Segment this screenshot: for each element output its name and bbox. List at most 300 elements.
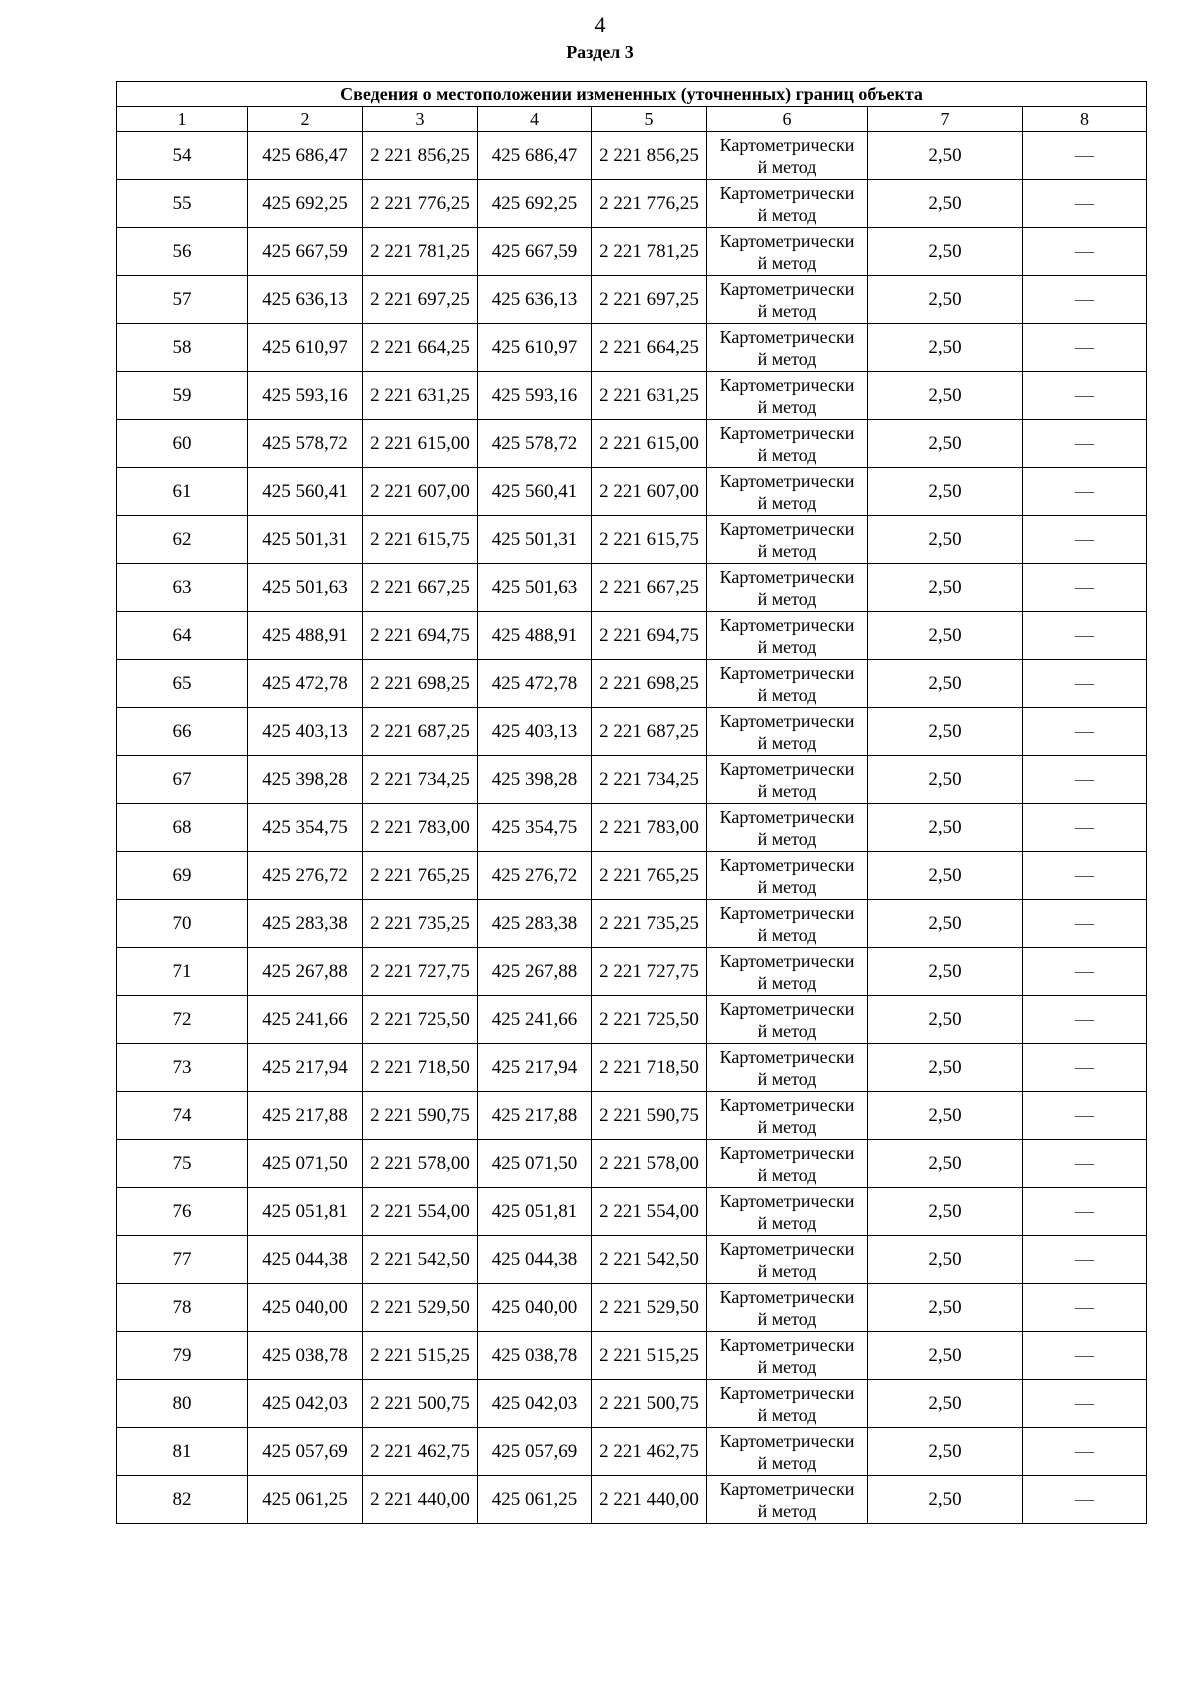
existing-x-cell: 425 051,81: [248, 1188, 363, 1236]
point-number-cell: 80: [117, 1380, 248, 1428]
existing-y-cell: 2 221 554,00: [363, 1188, 478, 1236]
method-cell: [707, 468, 868, 516]
accuracy-cell: 2,50: [868, 276, 1023, 324]
table-row: [117, 468, 1147, 516]
point-number-cell: 75: [117, 1140, 248, 1188]
method-line-2: й метод: [757, 1212, 817, 1233]
existing-y-cell: 2 221 734,25: [363, 756, 478, 804]
existing-x-cell: 425 217,88: [248, 1092, 363, 1140]
updated-y-cell: 2 221 615,00: [592, 420, 707, 468]
existing-x-cell: 425 686,47: [248, 132, 363, 180]
existing-y-cell: 2 221 500,75: [363, 1380, 478, 1428]
existing-x-cell: 425 472,78: [248, 660, 363, 708]
method-cell: [707, 1044, 868, 1092]
existing-x-cell: 425 501,31: [248, 516, 363, 564]
existing-y-cell: 2 221 687,25: [363, 708, 478, 756]
column-number-6: 6: [707, 107, 868, 132]
method-line-2: й метод: [757, 444, 817, 465]
updated-y-cell: 2 221 462,75: [592, 1428, 707, 1476]
method-line-1: Картометрически: [719, 1238, 855, 1259]
updated-y-cell: 2 221 500,75: [592, 1380, 707, 1428]
note-cell: —: [1023, 1332, 1147, 1380]
existing-y-cell: 2 221 698,25: [363, 660, 478, 708]
point-number-cell: 60: [117, 420, 248, 468]
note-cell: —: [1023, 1092, 1147, 1140]
note-cell: —: [1023, 1380, 1147, 1428]
method-line-1: Картометрически: [719, 998, 855, 1019]
existing-y-cell: 2 221 542,50: [363, 1236, 478, 1284]
point-number-cell: 64: [117, 612, 248, 660]
accuracy-cell: 2,50: [868, 420, 1023, 468]
method-line-2: й метод: [757, 540, 817, 561]
method-line-1: Картометрически: [719, 1190, 855, 1211]
table-row: [117, 804, 1147, 852]
method-line-2: й метод: [757, 732, 817, 753]
existing-y-cell: 2 221 615,75: [363, 516, 478, 564]
accuracy-cell: 2,50: [868, 1332, 1023, 1380]
method-cell: [707, 660, 868, 708]
table-row: [117, 420, 1147, 468]
method-line-2: й метод: [757, 828, 817, 849]
existing-x-cell: 425 267,88: [248, 948, 363, 996]
existing-y-cell: 2 221 515,25: [363, 1332, 478, 1380]
updated-y-cell: 2 221 631,25: [592, 372, 707, 420]
table-row: [117, 996, 1147, 1044]
updated-y-cell: 2 221 734,25: [592, 756, 707, 804]
existing-y-cell: 2 221 727,75: [363, 948, 478, 996]
note-cell: —: [1023, 948, 1147, 996]
point-number-cell: 62: [117, 516, 248, 564]
method-line-2: й метод: [757, 1164, 817, 1185]
updated-y-cell: 2 221 554,00: [592, 1188, 707, 1236]
updated-y-cell: 2 221 718,50: [592, 1044, 707, 1092]
existing-x-cell: 425 560,41: [248, 468, 363, 516]
table-row: [117, 948, 1147, 996]
point-number-cell: 67: [117, 756, 248, 804]
note-cell: —: [1023, 1044, 1147, 1092]
note-cell: —: [1023, 180, 1147, 228]
method-line-1: Картометрически: [719, 470, 855, 491]
existing-y-cell: 2 221 694,75: [363, 612, 478, 660]
method-line-2: й метод: [757, 1068, 817, 1089]
table-row: [117, 1476, 1147, 1524]
point-number-cell: 57: [117, 276, 248, 324]
existing-x-cell: 425 044,38: [248, 1236, 363, 1284]
point-number-cell: 63: [117, 564, 248, 612]
existing-x-cell: 425 283,38: [248, 900, 363, 948]
method-cell: [707, 1236, 868, 1284]
point-number-cell: 66: [117, 708, 248, 756]
existing-y-cell: 2 221 667,25: [363, 564, 478, 612]
method-line-1: Картометрически: [719, 1142, 855, 1163]
method-line-1: Картометрически: [719, 758, 855, 779]
point-number-cell: 81: [117, 1428, 248, 1476]
point-number-cell: 77: [117, 1236, 248, 1284]
existing-x-cell: 425 593,16: [248, 372, 363, 420]
updated-y-cell: 2 221 590,75: [592, 1092, 707, 1140]
method-cell: [707, 708, 868, 756]
table-row: [117, 1236, 1147, 1284]
method-line-2: й метод: [757, 780, 817, 801]
method-cell: [707, 1476, 868, 1524]
method-cell: [707, 900, 868, 948]
method-line-2: й метод: [757, 396, 817, 417]
method-line-1: Картометрически: [719, 566, 855, 587]
accuracy-cell: 2,50: [868, 804, 1023, 852]
existing-x-cell: 425 398,28: [248, 756, 363, 804]
note-cell: —: [1023, 516, 1147, 564]
existing-x-cell: 425 692,25: [248, 180, 363, 228]
table-row: [117, 564, 1147, 612]
method-cell: [707, 756, 868, 804]
updated-x-cell: 425 051,81: [478, 1188, 592, 1236]
method-line-2: й метод: [757, 156, 817, 177]
method-cell: [707, 1188, 868, 1236]
existing-x-cell: 425 501,63: [248, 564, 363, 612]
existing-y-cell: 2 221 590,75: [363, 1092, 478, 1140]
updated-x-cell: 425 038,78: [478, 1332, 592, 1380]
existing-x-cell: 425 071,50: [248, 1140, 363, 1188]
point-number-cell: 72: [117, 996, 248, 1044]
accuracy-cell: 2,50: [868, 132, 1023, 180]
updated-x-cell: 425 501,31: [478, 516, 592, 564]
note-cell: —: [1023, 1140, 1147, 1188]
column-number-3: 3: [363, 107, 478, 132]
updated-y-cell: 2 221 735,25: [592, 900, 707, 948]
updated-x-cell: 425 667,59: [478, 228, 592, 276]
table-row: [117, 660, 1147, 708]
point-number-cell: 79: [117, 1332, 248, 1380]
table-row: [117, 324, 1147, 372]
method-line-1: Картометрически: [719, 1430, 855, 1451]
accuracy-cell: 2,50: [868, 612, 1023, 660]
point-number-cell: 54: [117, 132, 248, 180]
existing-x-cell: 425 040,00: [248, 1284, 363, 1332]
updated-y-cell: 2 221 694,75: [592, 612, 707, 660]
existing-x-cell: 425 061,25: [248, 1476, 363, 1524]
accuracy-cell: 2,50: [868, 1428, 1023, 1476]
method-cell: [707, 852, 868, 900]
updated-x-cell: 425 578,72: [478, 420, 592, 468]
accuracy-cell: 2,50: [868, 996, 1023, 1044]
method-cell: [707, 516, 868, 564]
method-line-1: Картометрически: [719, 1334, 855, 1355]
existing-x-cell: 425 667,59: [248, 228, 363, 276]
accuracy-cell: 2,50: [868, 852, 1023, 900]
accuracy-cell: 2,50: [868, 948, 1023, 996]
method-cell: [707, 132, 868, 180]
accuracy-cell: 2,50: [868, 324, 1023, 372]
method-line-1: Картометрически: [719, 1046, 855, 1067]
column-number-4: 4: [478, 107, 592, 132]
table-row: [117, 1332, 1147, 1380]
updated-x-cell: 425 217,88: [478, 1092, 592, 1140]
updated-x-cell: 425 283,38: [478, 900, 592, 948]
note-cell: —: [1023, 132, 1147, 180]
accuracy-cell: 2,50: [868, 228, 1023, 276]
updated-x-cell: 425 593,16: [478, 372, 592, 420]
table-row: [117, 1284, 1147, 1332]
table-row: [117, 756, 1147, 804]
existing-y-cell: 2 221 631,25: [363, 372, 478, 420]
method-line-1: Картометрически: [719, 374, 855, 395]
method-cell: [707, 1380, 868, 1428]
page-number: 4: [594, 12, 606, 37]
column-number-7: 7: [868, 107, 1023, 132]
note-cell: —: [1023, 852, 1147, 900]
existing-y-cell: 2 221 664,25: [363, 324, 478, 372]
method-line-1: Картометрически: [719, 950, 855, 971]
column-number-2: 2: [248, 107, 363, 132]
note-cell: —: [1023, 228, 1147, 276]
existing-x-cell: 425 241,66: [248, 996, 363, 1044]
existing-y-cell: 2 221 776,25: [363, 180, 478, 228]
accuracy-cell: 2,50: [868, 1140, 1023, 1188]
updated-x-cell: 425 061,25: [478, 1476, 592, 1524]
existing-y-cell: 2 221 856,25: [363, 132, 478, 180]
table-row: [117, 1092, 1147, 1140]
note-cell: —: [1023, 1284, 1147, 1332]
column-number-8: 8: [1023, 107, 1147, 132]
method-line-1: Картометрически: [719, 1478, 855, 1499]
note-cell: —: [1023, 1476, 1147, 1524]
existing-y-cell: 2 221 783,00: [363, 804, 478, 852]
method-line-2: й метод: [757, 1116, 817, 1137]
method-cell: [707, 276, 868, 324]
updated-x-cell: 425 057,69: [478, 1428, 592, 1476]
updated-x-cell: 425 403,13: [478, 708, 592, 756]
updated-y-cell: 2 221 440,00: [592, 1476, 707, 1524]
existing-y-cell: 2 221 697,25: [363, 276, 478, 324]
existing-y-cell: 2 221 462,75: [363, 1428, 478, 1476]
updated-x-cell: 425 488,91: [478, 612, 592, 660]
point-number-cell: 70: [117, 900, 248, 948]
method-line-2: й метод: [757, 252, 817, 273]
column-number-1: 1: [117, 107, 248, 132]
accuracy-cell: 2,50: [868, 756, 1023, 804]
method-line-1: Картометрически: [719, 710, 855, 731]
table-row: [117, 132, 1147, 180]
table-row: [117, 1428, 1147, 1476]
updated-x-cell: 425 398,28: [478, 756, 592, 804]
method-line-2: й метод: [757, 204, 817, 225]
updated-y-cell: 2 221 615,75: [592, 516, 707, 564]
accuracy-cell: 2,50: [868, 1044, 1023, 1092]
method-line-2: й метод: [757, 300, 817, 321]
method-line-2: й метод: [757, 876, 817, 897]
updated-y-cell: 2 221 664,25: [592, 324, 707, 372]
method-cell: [707, 180, 868, 228]
accuracy-cell: 2,50: [868, 468, 1023, 516]
updated-x-cell: 425 241,66: [478, 996, 592, 1044]
existing-x-cell: 425 403,13: [248, 708, 363, 756]
updated-x-cell: 425 276,72: [478, 852, 592, 900]
method-cell: [707, 996, 868, 1044]
method-line-2: й метод: [757, 1308, 817, 1329]
table-row: [117, 1188, 1147, 1236]
existing-x-cell: 425 038,78: [248, 1332, 363, 1380]
point-number-cell: 59: [117, 372, 248, 420]
method-line-1: Картометрически: [719, 854, 855, 875]
point-number-cell: 71: [117, 948, 248, 996]
updated-y-cell: 2 221 667,25: [592, 564, 707, 612]
point-number-cell: 68: [117, 804, 248, 852]
existing-x-cell: 425 217,94: [248, 1044, 363, 1092]
updated-y-cell: 2 221 542,50: [592, 1236, 707, 1284]
method-cell: [707, 948, 868, 996]
point-number-cell: 58: [117, 324, 248, 372]
point-number-cell: 61: [117, 468, 248, 516]
updated-y-cell: 2 221 856,25: [592, 132, 707, 180]
method-line-1: Картометрически: [719, 1094, 855, 1115]
updated-x-cell: 425 692,25: [478, 180, 592, 228]
table-row: [117, 1380, 1147, 1428]
note-cell: —: [1023, 660, 1147, 708]
method-line-2: й метод: [757, 348, 817, 369]
existing-x-cell: 425 057,69: [248, 1428, 363, 1476]
note-cell: —: [1023, 1188, 1147, 1236]
point-number-cell: 78: [117, 1284, 248, 1332]
method-line-2: й метод: [757, 1404, 817, 1425]
note-cell: —: [1023, 276, 1147, 324]
existing-x-cell: 425 636,13: [248, 276, 363, 324]
updated-x-cell: 425 610,97: [478, 324, 592, 372]
updated-x-cell: 425 217,94: [478, 1044, 592, 1092]
method-line-1: Картометрически: [719, 1286, 855, 1307]
table-body: [117, 132, 1147, 1524]
existing-y-cell: 2 221 781,25: [363, 228, 478, 276]
table-row: [117, 708, 1147, 756]
method-line-2: й метод: [757, 684, 817, 705]
accuracy-cell: 2,50: [868, 708, 1023, 756]
note-cell: —: [1023, 756, 1147, 804]
note-cell: —: [1023, 420, 1147, 468]
note-cell: —: [1023, 1428, 1147, 1476]
updated-y-cell: 2 221 698,25: [592, 660, 707, 708]
table-row: [117, 1044, 1147, 1092]
accuracy-cell: 2,50: [868, 660, 1023, 708]
updated-y-cell: 2 221 781,25: [592, 228, 707, 276]
table-row: [117, 516, 1147, 564]
updated-x-cell: 425 042,03: [478, 1380, 592, 1428]
method-line-1: Картометрически: [719, 182, 855, 203]
method-line-1: Картометрически: [719, 1382, 855, 1403]
existing-y-cell: 2 221 765,25: [363, 852, 478, 900]
accuracy-cell: 2,50: [868, 1188, 1023, 1236]
updated-x-cell: 425 071,50: [478, 1140, 592, 1188]
method-line-2: й метод: [757, 492, 817, 513]
existing-x-cell: 425 610,97: [248, 324, 363, 372]
method-line-1: Картометрически: [719, 278, 855, 299]
existing-y-cell: 2 221 607,00: [363, 468, 478, 516]
method-line-2: й метод: [757, 1452, 817, 1473]
accuracy-cell: 2,50: [868, 564, 1023, 612]
updated-y-cell: 2 221 515,25: [592, 1332, 707, 1380]
existing-y-cell: 2 221 735,25: [363, 900, 478, 948]
note-cell: —: [1023, 372, 1147, 420]
accuracy-cell: 2,50: [868, 1284, 1023, 1332]
existing-y-cell: 2 221 440,00: [363, 1476, 478, 1524]
existing-y-cell: 2 221 578,00: [363, 1140, 478, 1188]
updated-y-cell: 2 221 529,50: [592, 1284, 707, 1332]
updated-x-cell: 425 267,88: [478, 948, 592, 996]
table-row: [117, 276, 1147, 324]
existing-x-cell: 425 042,03: [248, 1380, 363, 1428]
method-cell: [707, 564, 868, 612]
note-cell: —: [1023, 564, 1147, 612]
accuracy-cell: 2,50: [868, 516, 1023, 564]
method-line-1: Картометрически: [719, 326, 855, 347]
method-line-1: Картометрически: [719, 902, 855, 923]
updated-x-cell: 425 636,13: [478, 276, 592, 324]
method-line-1: Картометрически: [719, 230, 855, 251]
method-line-1: Картометрически: [719, 614, 855, 635]
note-cell: —: [1023, 900, 1147, 948]
point-number-cell: 74: [117, 1092, 248, 1140]
updated-x-cell: 425 354,75: [478, 804, 592, 852]
method-cell: [707, 1092, 868, 1140]
updated-x-cell: 425 501,63: [478, 564, 592, 612]
table-row: [117, 228, 1147, 276]
method-cell: [707, 372, 868, 420]
updated-y-cell: 2 221 776,25: [592, 180, 707, 228]
accuracy-cell: 2,50: [868, 1092, 1023, 1140]
method-line-2: й метод: [757, 1356, 817, 1377]
table-row: [117, 612, 1147, 660]
method-line-1: Картометрически: [719, 134, 855, 155]
method-line-1: Картометрически: [719, 422, 855, 443]
note-cell: —: [1023, 996, 1147, 1044]
method-line-1: Картометрически: [719, 518, 855, 539]
note-cell: —: [1023, 804, 1147, 852]
method-line-2: й метод: [757, 588, 817, 609]
existing-x-cell: 425 488,91: [248, 612, 363, 660]
method-line-2: й метод: [757, 924, 817, 945]
updated-y-cell: 2 221 687,25: [592, 708, 707, 756]
updated-x-cell: 425 044,38: [478, 1236, 592, 1284]
method-line-2: й метод: [757, 1020, 817, 1041]
point-number-cell: 56: [117, 228, 248, 276]
method-line-1: Картометрически: [719, 662, 855, 683]
existing-y-cell: 2 221 725,50: [363, 996, 478, 1044]
updated-x-cell: 425 040,00: [478, 1284, 592, 1332]
point-number-cell: 55: [117, 180, 248, 228]
table-row: [117, 900, 1147, 948]
updated-y-cell: 2 221 725,50: [592, 996, 707, 1044]
point-number-cell: 76: [117, 1188, 248, 1236]
existing-x-cell: 425 354,75: [248, 804, 363, 852]
column-number-row: [117, 107, 1147, 132]
existing-x-cell: 425 276,72: [248, 852, 363, 900]
note-cell: —: [1023, 1236, 1147, 1284]
updated-y-cell: 2 221 578,00: [592, 1140, 707, 1188]
method-cell: [707, 1332, 868, 1380]
method-line-1: Картометрически: [719, 806, 855, 827]
existing-y-cell: 2 221 615,00: [363, 420, 478, 468]
accuracy-cell: 2,50: [868, 1380, 1023, 1428]
accuracy-cell: 2,50: [868, 372, 1023, 420]
table-row: [117, 372, 1147, 420]
accuracy-cell: 2,50: [868, 1476, 1023, 1524]
note-cell: —: [1023, 708, 1147, 756]
updated-x-cell: 425 686,47: [478, 132, 592, 180]
existing-x-cell: 425 578,72: [248, 420, 363, 468]
note-cell: —: [1023, 468, 1147, 516]
table-row: [117, 1140, 1147, 1188]
method-cell: [707, 1428, 868, 1476]
point-number-cell: 69: [117, 852, 248, 900]
point-number-cell: 82: [117, 1476, 248, 1524]
